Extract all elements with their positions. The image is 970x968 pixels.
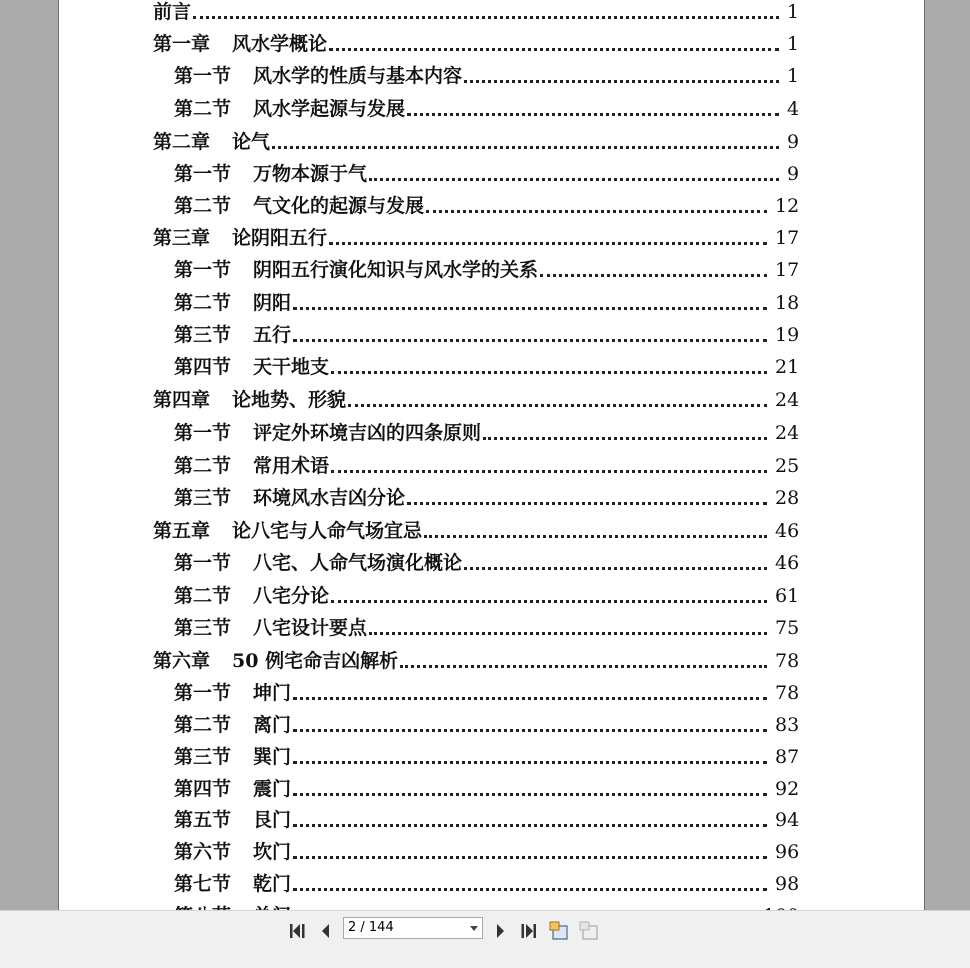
toc-leader-dots	[464, 80, 779, 83]
toc-page-number: 12	[775, 195, 800, 217]
fit-page-icon[interactable]	[548, 920, 570, 942]
toc-leader-dots	[293, 793, 767, 796]
view-mode-icon[interactable]	[578, 920, 600, 942]
toc-page-number: 17	[775, 227, 800, 249]
toc-entry-title: 论地势、形貌	[232, 389, 347, 411]
prev-page-icon[interactable]	[315, 920, 337, 942]
toc-entry-text	[174, 484, 405, 512]
toc-chapter-entry[interactable]	[153, 224, 799, 252]
toc-section-entry[interactable]	[174, 743, 799, 771]
toc-entry-text	[153, 224, 327, 252]
toc-chapter-entry[interactable]	[153, 30, 799, 58]
toc-page-number: 46	[775, 552, 800, 574]
toc-leader-dots	[293, 307, 767, 310]
toc-entry-title: 气文化的起源与发展	[253, 195, 425, 217]
toc-entry-label: 第六节	[174, 841, 232, 863]
toc-entry-label: 第三章	[153, 227, 211, 249]
toc-page-number: 83	[775, 714, 800, 736]
toc-entry-label: 第三节	[174, 617, 232, 639]
toc-entry-title: 八宅、人命气场演化概论	[253, 552, 463, 574]
toc-page-number: 24	[775, 422, 800, 444]
toc-entry-label: 第一节	[174, 682, 232, 704]
toc-entry-text	[174, 160, 367, 188]
toc-entry-title: 阴阳	[253, 292, 292, 314]
toc-entry-label: 第七节	[174, 873, 232, 895]
toc-entry-label: 第六章	[153, 650, 211, 672]
toc-page-number: 25	[775, 455, 800, 477]
toc-page-number: 98	[775, 873, 800, 895]
last-page-icon[interactable]	[517, 920, 539, 942]
toc-chapter-entry[interactable]	[153, 517, 799, 545]
toc-page-number: 1	[787, 65, 800, 87]
toc-entry-label: 第四节	[174, 778, 232, 800]
toc-page-number: 24	[775, 389, 800, 411]
toc-leader-dots	[329, 242, 767, 245]
toc-entry-text	[174, 192, 424, 220]
toc-leader-dots	[293, 339, 767, 342]
toc-section-entry[interactable]	[174, 256, 799, 284]
toc-leader-dots	[293, 761, 767, 764]
toc-section-entry[interactable]	[174, 711, 799, 739]
toc-leader-dots	[369, 178, 779, 181]
toc-entry-title: 环境风水吉凶分论	[253, 487, 406, 509]
toc-page-number: 61	[775, 585, 800, 607]
toc-page-number: 75	[775, 617, 800, 639]
toc-entry-label: 第一节	[174, 422, 232, 444]
toc-entry-text	[153, 386, 346, 414]
toc-entry-title: 天干地支	[253, 356, 330, 378]
toc-section-entry[interactable]	[174, 679, 799, 707]
toc-page-number: 17	[775, 259, 800, 281]
toc-entry-title: 万物本源于气	[253, 163, 368, 185]
toc-leader-dots	[329, 48, 779, 51]
toc-entry-label: 第三节	[174, 487, 232, 509]
toc-entry-text	[153, 30, 327, 58]
toc-entry-title: 风水学起源与发展	[253, 98, 406, 120]
toc-entry-text	[174, 549, 462, 577]
toc-page-number: 96	[775, 841, 800, 863]
toc-entry-text	[174, 419, 481, 447]
toc-entry-title: 评定外环境吉凶的四条原则	[253, 422, 482, 444]
toc-leader-dots	[407, 502, 767, 505]
toc-section-entry[interactable]	[174, 62, 799, 90]
toc-leader-dots	[540, 274, 767, 277]
toc-section-entry[interactable]	[174, 582, 799, 610]
toc-leader-dots	[331, 371, 767, 374]
toc-page-number: 21	[775, 356, 800, 378]
toc-entry-label: 第二节	[174, 292, 232, 314]
toc-leader-dots	[331, 600, 767, 603]
toc-page-number: 28	[775, 487, 800, 509]
toc-entry-title: 八宅设计要点	[253, 617, 368, 639]
navigation-toolbar	[0, 910, 970, 968]
toc-entry-label: 第二节	[174, 455, 232, 477]
toc-entry-label: 第四章	[153, 389, 211, 411]
toc-entry-label: 第五章	[153, 520, 211, 542]
toc-leader-dots	[293, 888, 767, 891]
toc-leader-dots	[272, 146, 779, 149]
toc-page-number: 4	[787, 98, 800, 120]
toc-leader-dots	[400, 665, 767, 668]
toc-entry-title: 五行	[253, 324, 292, 346]
toc-entry-title: 震门	[253, 778, 292, 800]
toc-entry-label: 第二节	[174, 98, 232, 120]
toc-page-number: 87	[775, 746, 800, 768]
toc-entry-text	[153, 0, 191, 26]
toc-page-number: 19	[775, 324, 800, 346]
first-page-icon[interactable]	[287, 920, 309, 942]
toc-leader-dots	[464, 567, 767, 570]
toc-entry-text	[174, 582, 329, 610]
toc-entry-label: 第一节	[174, 552, 232, 574]
toc-entry-title: 论气	[232, 131, 271, 153]
pdf-page	[58, 0, 925, 910]
toc-entry-text	[174, 95, 405, 123]
toc-entry-title: 巽门	[253, 746, 292, 768]
toc-leader-dots	[293, 729, 767, 732]
toc-entry-label: 第二节	[174, 585, 232, 607]
toc-entry-label: 第二章	[153, 131, 211, 153]
toc-leader-dots	[193, 16, 779, 19]
toc-section-entry[interactable]	[174, 353, 799, 381]
toc-leader-dots	[407, 113, 779, 116]
toc-entry-label: 第二节	[174, 195, 232, 217]
toc-section-entry[interactable]	[174, 452, 799, 480]
next-page-icon[interactable]	[489, 920, 511, 942]
toc-entry-text	[174, 256, 538, 284]
toc-entry-text	[174, 838, 291, 866]
toc-entry-title: 阴阳五行演化知识与风水学的关系	[253, 259, 539, 281]
toc-entry-label: 第三节	[174, 746, 232, 768]
toc-entry-title: 风水学的性质与基本内容	[253, 65, 463, 87]
toc-section-entry[interactable]	[174, 192, 799, 220]
toc-entry-title: 坤门	[253, 682, 292, 704]
chevron-down-icon	[470, 926, 478, 931]
toc-page-number: 9	[787, 131, 800, 153]
toc-entry-text	[174, 743, 291, 771]
toc-entry-label: 第一节	[174, 163, 232, 185]
toc-page-number: 92	[775, 778, 800, 800]
toc-section-entry[interactable]	[174, 549, 799, 577]
toc-entry-text	[174, 870, 291, 898]
toc-chapter-entry[interactable]	[153, 128, 799, 156]
toc-leader-dots	[331, 470, 767, 473]
page-number-select[interactable]	[343, 917, 483, 939]
toc-section-entry[interactable]	[174, 160, 799, 188]
toc-entry-label: 第一节	[174, 259, 232, 281]
toc-entry-text	[153, 647, 398, 675]
toc-entry-text	[174, 614, 367, 642]
toc-section-entry[interactable]	[174, 806, 799, 834]
toc-page-number: 1	[787, 33, 800, 55]
toc-entry-text	[174, 321, 291, 349]
toc-leader-dots	[348, 404, 767, 407]
toc-entry-label: 第四节	[174, 356, 232, 378]
toc-chapter-entry[interactable]	[153, 386, 799, 414]
toc-chapter-entry[interactable]	[153, 0, 799, 26]
toc-entry-text	[174, 806, 291, 834]
toc-page-number: 9	[787, 163, 800, 185]
toc-page-number: 78	[775, 682, 800, 704]
toc-entry-label: 第五节	[174, 809, 232, 831]
toc-entry-label: 第一节	[174, 65, 232, 87]
toc-entry-text	[174, 711, 291, 739]
toc-entry-label: 第三节	[174, 324, 232, 346]
toc-entry-title: 50 例宅命吉凶解析	[232, 650, 399, 672]
toc-entry-title: 常用术语	[253, 455, 330, 477]
toc-leader-dots	[293, 856, 767, 859]
toc-section-entry[interactable]	[174, 289, 799, 317]
toc-chapter-entry[interactable]	[153, 647, 799, 675]
toc-page-number: 46	[775, 520, 800, 542]
toc-section-entry[interactable]	[174, 419, 799, 447]
page-indicator-text: 2 / 144	[348, 920, 394, 935]
toc-entry-title: 坎门	[253, 841, 292, 863]
toc-entry-text	[174, 353, 329, 381]
toc-section-entry[interactable]	[174, 614, 799, 642]
toc-section-entry[interactable]	[174, 838, 799, 866]
toc-entry-title: 艮门	[253, 809, 292, 831]
toc-section-entry[interactable]	[174, 95, 799, 123]
toc-leader-dots	[293, 824, 767, 827]
toc-section-entry[interactable]	[174, 484, 799, 512]
toc-leader-dots	[426, 210, 767, 213]
toc-entry-text	[153, 517, 422, 545]
toc-page-number: 1	[787, 1, 800, 23]
toc-entry-text	[174, 775, 291, 803]
toc-section-entry[interactable]	[174, 870, 799, 898]
toc-page-number: 78	[775, 650, 800, 672]
toc-entry-text	[174, 289, 291, 317]
toc-section-entry[interactable]	[174, 775, 799, 803]
toc-section-entry[interactable]	[174, 321, 799, 349]
toc-page-number: 94	[775, 809, 800, 831]
toc-entry-title: 离门	[253, 714, 292, 736]
toc-entry-title: 论八宅与人命气场宜忌	[232, 520, 423, 542]
toc-leader-dots	[369, 632, 767, 635]
toc-entry-text	[174, 62, 462, 90]
toc-leader-dots	[293, 697, 767, 700]
toc-entry-label: 第二节	[174, 714, 232, 736]
toc-entry-title: 论阴阳五行	[232, 227, 328, 249]
toc-entry-label: 前言	[153, 1, 192, 23]
toc-entry-label: 第一章	[153, 33, 211, 55]
toc-entry-text	[153, 128, 270, 156]
toc-entry-text	[174, 452, 329, 480]
toc-entry-title: 八宅分论	[253, 585, 330, 607]
toc-leader-dots	[483, 437, 767, 440]
toc-entry-title: 风水学概论	[232, 33, 328, 55]
toc-page-number: 18	[775, 292, 800, 314]
toc-entry-text	[174, 679, 291, 707]
toc-entry-title: 乾门	[253, 873, 292, 895]
toc-leader-dots	[424, 535, 767, 538]
